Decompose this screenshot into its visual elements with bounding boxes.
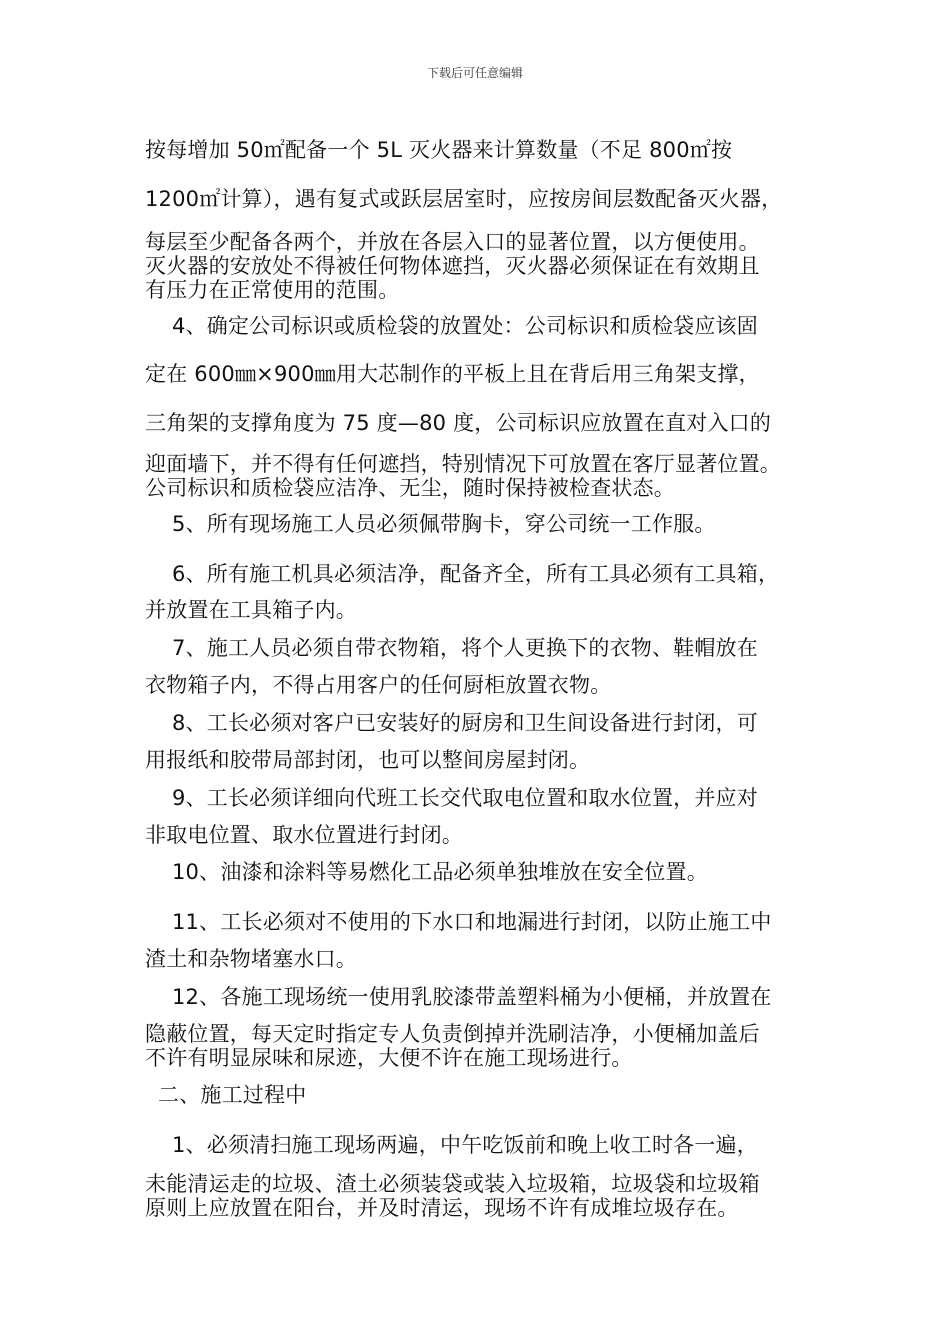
text-line: 不许有明显尿味和尿迹，大便不许在施工现场进行。 (145, 1046, 633, 1070)
text-line: 7、施工人员必须自带衣物箱，将个人更换下的衣物、鞋帽放在 (172, 636, 758, 660)
section-heading: 二、施工过程中 (158, 1083, 307, 1107)
text-line: 隐蔽位置，每天定时指定专人负责倒掉并洗刷洁净，小便桶加盖后 (145, 1022, 760, 1046)
page-header-note: 下载后可任意编辑 (426, 66, 523, 80)
text-line: 11、工长必须对不使用的下水口和地漏进行封闭，以防止施工中 (172, 910, 772, 934)
text-line: 渣土和杂物堵塞水口。 (145, 947, 357, 971)
text-line: 6、所有施工机具必须洁净，配备齐全，所有工具必须有工具箱， (172, 562, 780, 586)
text-line: 未能清运走的垃圾、渣土必须装袋或装入垃圾箱，垃圾袋和垃圾箱 (145, 1172, 760, 1196)
text-line: 每层至少配备各两个，并放在各层入口的显著位置，以方便使用。 (145, 230, 760, 254)
text-line: 并放置在工具箱子内。 (145, 598, 357, 622)
text-line: 灭火器的安放处不得被任何物体遮挡，灭火器必须保证在有效期且 (145, 254, 760, 278)
text-line: 有压力在正常使用的范围。 (145, 278, 400, 302)
text-line: 定在 600㎜×900㎜用大芯制作的平板上且在背后用三角架支撑， (145, 362, 760, 386)
text-line: 按每增加 50㎡配备一个 5L 灭火器来计算数量（不足 800㎡按 (145, 138, 733, 162)
text-line: 12、各施工现场统一使用乳胶漆带盖塑料桶为小便桶，并放置在 (172, 985, 772, 1009)
text-line: 1、必须清扫施工现场两遍，中午吃饭前和晚上收工时各一遍， (172, 1133, 758, 1157)
text-line: 8、工长必须对客户已安装好的厨房和卫生间设备进行封闭，可 (172, 711, 758, 735)
text-line: 4、确定公司标识或质检袋的放置处：公司标识和质检袋应该固 (172, 314, 758, 338)
text-line: 三角架的支撑角度为 75 度—80 度，公司标识应放置在直对入口的 (145, 411, 772, 435)
text-line: 原则上应放置在阳台，并及时清运，现场不许有成堆垃圾存在。 (145, 1196, 739, 1220)
text-line: 1200㎡计算），遇有复式或跃层居室时，应按房间层数配备灭火器， (145, 187, 783, 211)
text-line: 衣物箱子内，不得占用客户的任何厨柜放置衣物。 (145, 673, 612, 697)
text-line: 5、所有现场施工人员必须佩带胸卡，穿公司统一工作服。 (172, 512, 716, 536)
text-line: 公司标识和质检袋应洁净、无尘，随时保持被检查状态。 (145, 476, 675, 500)
text-line: 9、工长必须详细向代班工长交代取电位置和取水位置，并应对 (172, 786, 758, 810)
text-line: 非取电位置、取水位置进行封闭。 (145, 823, 463, 847)
text-line: 迎面墙下，并不得有任何遮挡，特别情况下可放置在客厅显著位置。 (145, 452, 781, 476)
text-line: 10、油漆和涂料等易燃化工品必须单独堆放在安全位置。 (172, 860, 708, 884)
text-line: 用报纸和胶带局部封闭，也可以整间房屋封闭。 (145, 748, 591, 772)
